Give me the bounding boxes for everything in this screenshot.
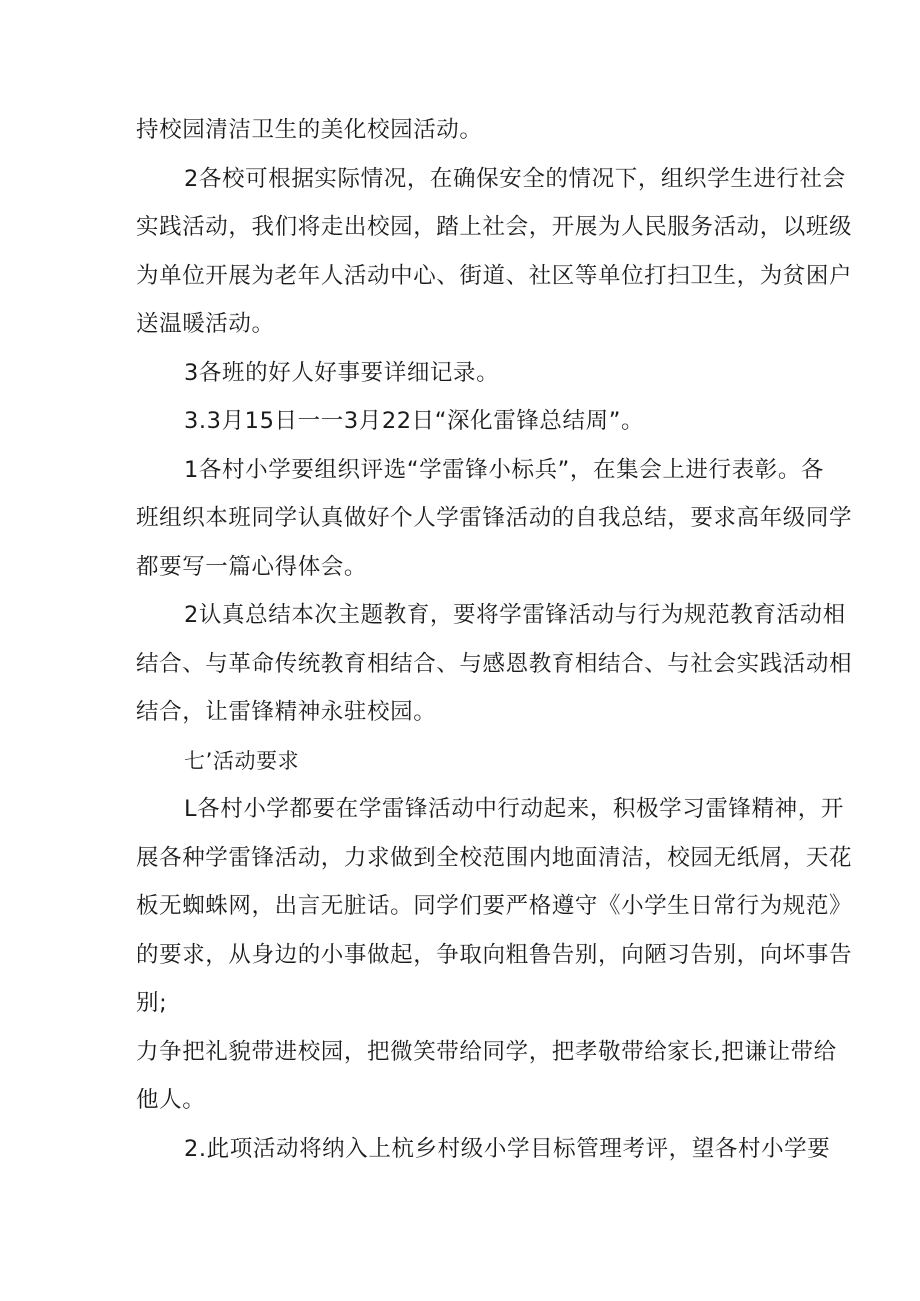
text-line: 他人。	[136, 1087, 206, 1113]
text-line: 展各种学雷锋活动，力求做到全校范围内地面清洁，校园无纸屑，天花	[136, 844, 853, 871]
text-line: 持校园清洁卫生的美化校园活动。	[136, 117, 483, 143]
text-line: 实践活动，我们将走出校园，踏上社会，开展为人民服务活动，以班级	[136, 214, 853, 240]
text-line: 结合、与革命传统教育相结合、与感恩教育相结合、与社会实践活动相	[136, 650, 853, 677]
text-line: 送温暖活动。	[136, 311, 275, 337]
text-line: 都要写一篇心得体会。	[136, 553, 368, 580]
text-line: 2各校可根据实际情况，在确保安全的情况下，组织学生进行社会	[184, 165, 846, 192]
text-line: 班组织本班同学认真做好个人学雷锋活动的自我总结，要求高年级同学	[136, 505, 853, 531]
text-line: 3.3月15日一一3月22日“深化雷锋总结周”。	[184, 408, 645, 434]
section-heading: 七’活动要求	[184, 748, 300, 773]
text-line: L各村小学都要在学雷锋活动中行动起来，积极学习雷锋精神，开	[184, 796, 844, 822]
text-line: 别;	[136, 990, 168, 1016]
text-line: 力争把礼貌带进校园，把微笑带给同学，把孝敬带给家长,把谦让带给	[136, 1038, 837, 1065]
document-body	[136, 106, 853, 1173]
text-line: 结合，让雷锋精神永驻校园。	[136, 699, 437, 725]
text-line: 2认真总结本次主题教育，要将学雷锋活动与行为规范教育活动相	[184, 602, 846, 628]
text-line: 3各班的好人好事要详细记录。	[184, 359, 500, 386]
text-line: 的要求，从身边的小事做起，争取向粗鲁告别，向陋习告别，向坏事告	[136, 941, 853, 968]
text-line: 2.此项活动将纳入上杭乡村级小学目标管理考评，望各村小学要	[184, 1135, 831, 1162]
text-line: 为单位开展为老年人活动中心、街道、社区等单位打扫卫生，为贫困户	[136, 262, 853, 289]
text-line: 板无蜘蛛网，出言无脏话。同学们要严格遵守《小学生日常行为规范》	[136, 893, 853, 919]
text-line: 1各村小学要组织评选“学雷锋小标兵”，在集会上进行表彰。各	[184, 456, 825, 483]
